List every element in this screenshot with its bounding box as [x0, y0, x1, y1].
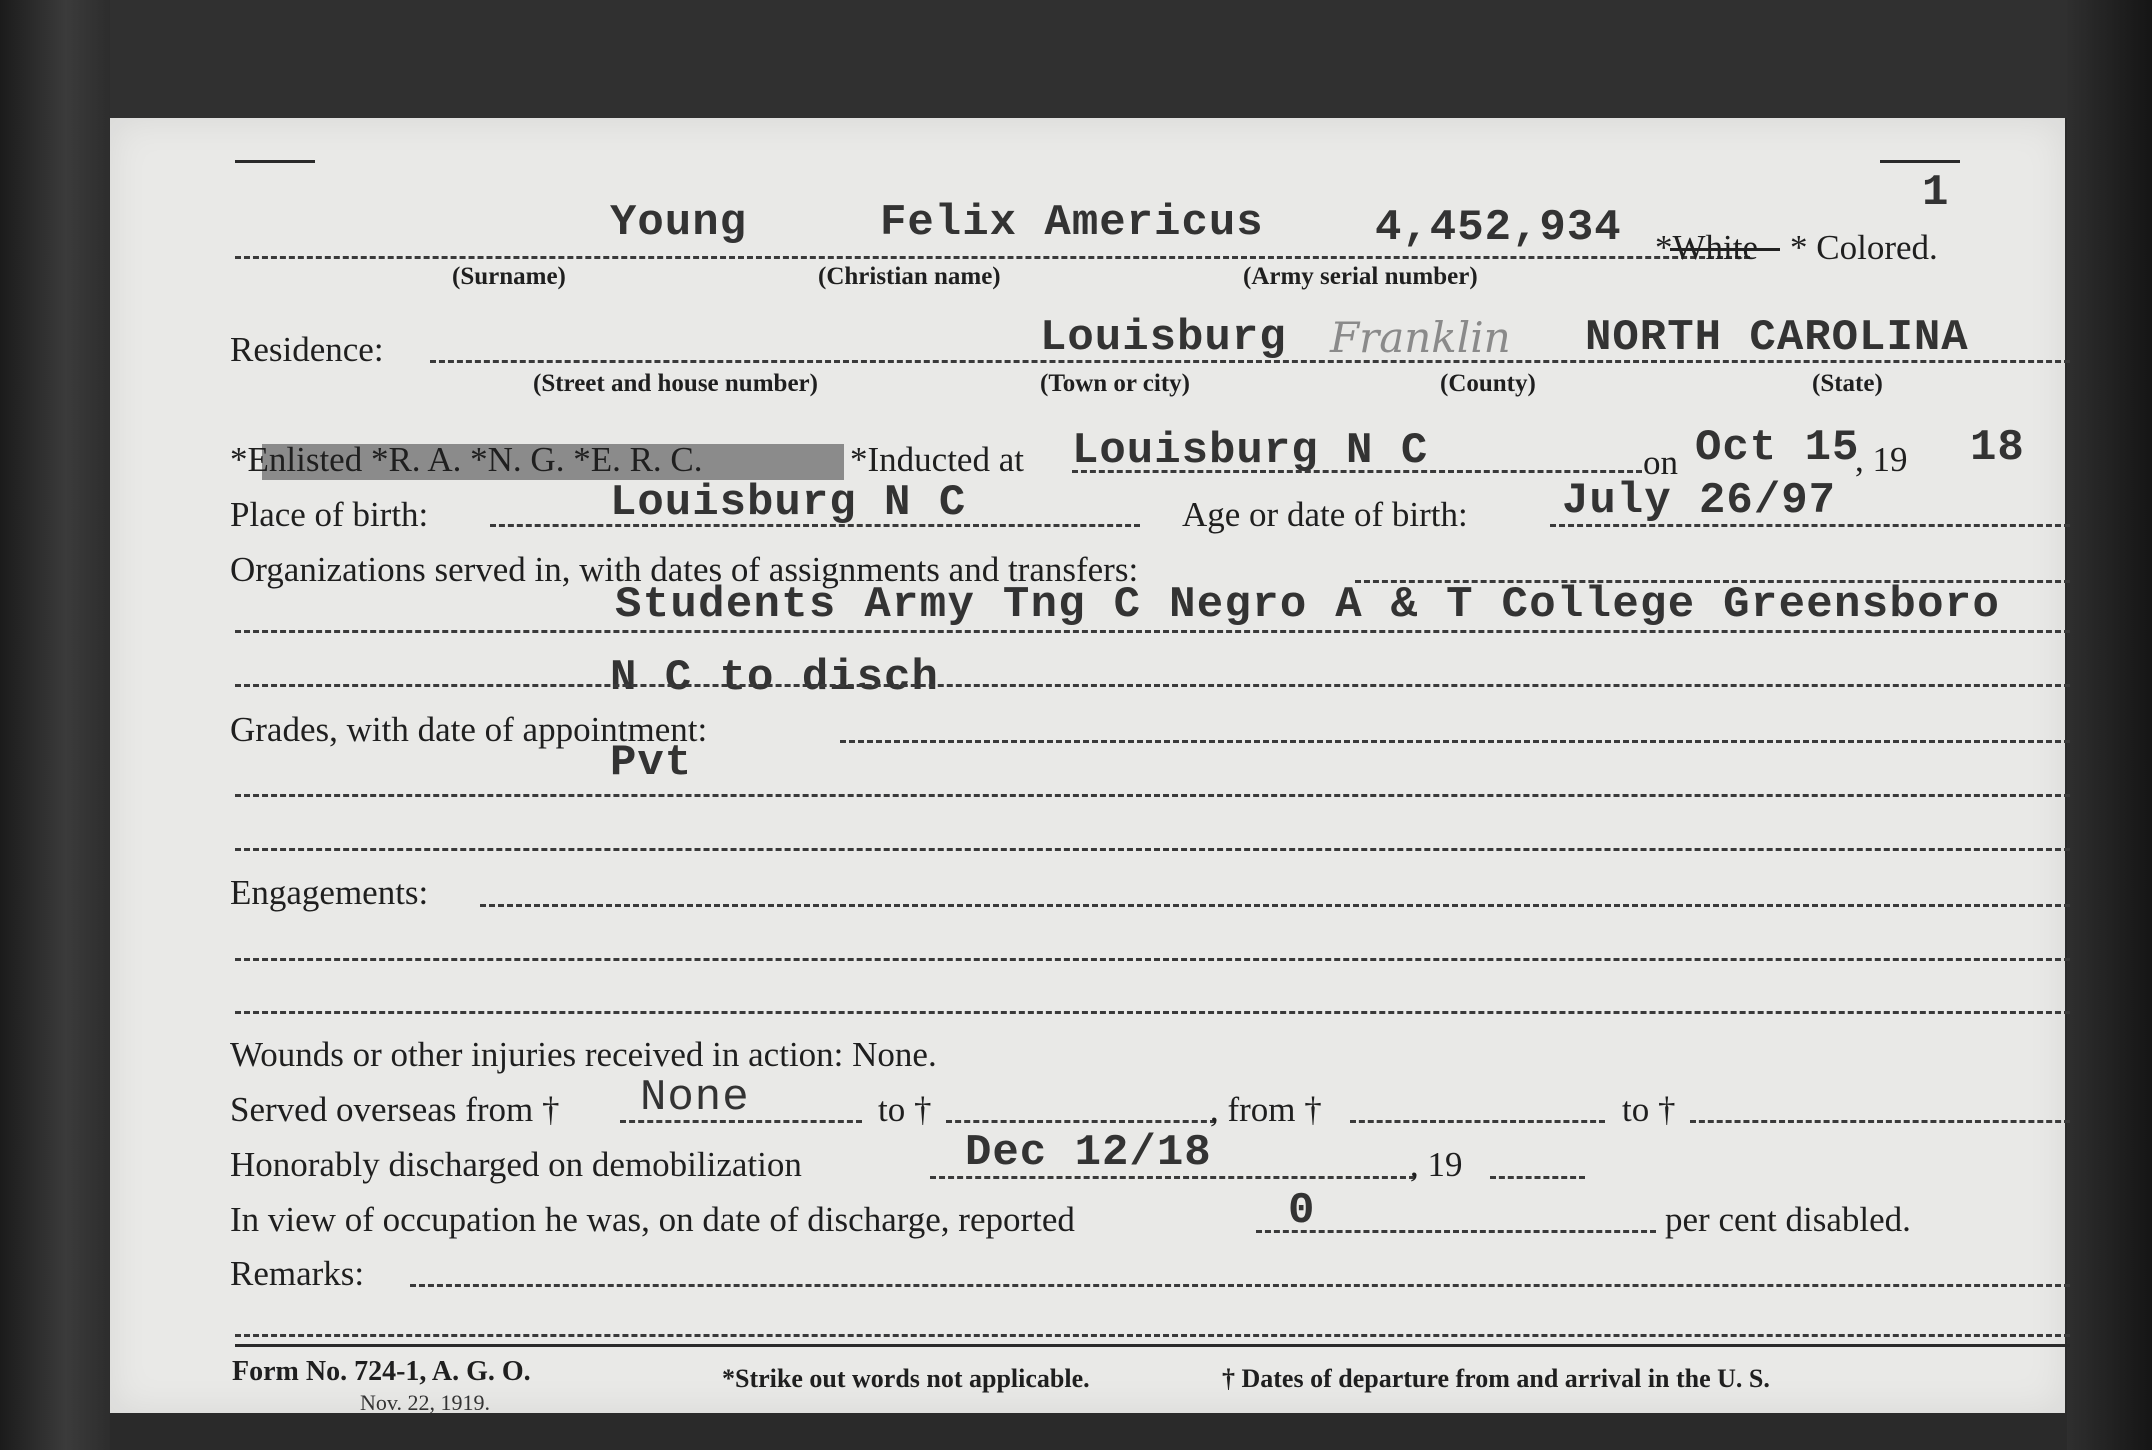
inducted-label: *Inducted at [850, 440, 1024, 479]
serial-number-label: (Army serial number) [1243, 263, 1478, 290]
engagements-label: Engagements: [230, 873, 429, 912]
scan-background-right [2067, 0, 2152, 1450]
overseas-to-line [946, 1120, 1216, 1123]
name-line [235, 256, 1750, 259]
occupation-line [1256, 1230, 1656, 1233]
inducted-line [1072, 470, 1642, 473]
organizations-line-2 [235, 684, 2070, 687]
residence-state-value: NORTH CAROLINA [1585, 313, 1969, 363]
induction-date-value: Oct 15 [1695, 423, 1860, 473]
overseas-from2-label: , from † [1210, 1090, 1322, 1129]
overseas-to-label: to † [878, 1090, 932, 1129]
scan-background-top [0, 0, 2152, 118]
grades-label: Grades, with date of appointment: [230, 710, 708, 749]
induction-year-prefix: , 19 [1855, 440, 1908, 479]
remarks-label: Remarks: [230, 1254, 365, 1293]
christian-name-value: Felix Americus [880, 198, 1264, 248]
serial-number-value: 4,452,934 [1375, 203, 1622, 253]
discharge-year-line [1490, 1176, 1585, 1179]
surname-label: (Surname) [452, 263, 566, 290]
state-label: (State) [1812, 370, 1883, 397]
race-white-option: *White [1655, 228, 1759, 267]
form-number: Form No. 724-1, A. G. O. [232, 1356, 531, 1387]
engagements-line-2 [235, 1011, 2070, 1014]
discharge-date-value: Dec 12/18 [965, 1128, 1212, 1178]
town-label: (Town or city) [1040, 370, 1190, 397]
place-of-birth-value: Louisburg N C [610, 478, 967, 528]
grades-line-2 [235, 848, 2070, 851]
christian-name-label: (Christian name) [818, 263, 1001, 290]
corner-mark-right [1880, 160, 1960, 163]
enlistment-options: *Enlisted *R. A. *N. G. *E. R. C. [230, 440, 703, 479]
served-overseas-label: Served overseas from † [230, 1090, 560, 1129]
corner-mark-left [235, 160, 315, 163]
overseas-to2-line [1690, 1120, 2070, 1123]
grade-value: Pvt [610, 738, 693, 788]
age-label: Age or date of birth: [1182, 495, 1468, 534]
strike-note: *Strike out words not applicable. [722, 1364, 1090, 1393]
scan-background-left [0, 0, 110, 1450]
overseas-to2-label: to † [1622, 1090, 1676, 1129]
residence-town-value: Louisburg [1040, 313, 1287, 363]
form-date: Nov. 22, 1919. [360, 1390, 490, 1415]
organization-line2-value: N C to disch [610, 653, 939, 703]
footer-rule [235, 1344, 2070, 1347]
percent-disabled-label: per cent disabled. [1665, 1200, 1911, 1239]
grades-line-1 [235, 794, 2070, 797]
grades-line-0 [840, 740, 2070, 743]
dates-note: † Dates of departure from and arrival in the U. S. [1222, 1364, 1770, 1393]
remarks-line-1 [235, 1334, 2070, 1337]
overseas-from-value: None [640, 1073, 750, 1123]
race-colored-option: * Colored. [1790, 228, 1938, 267]
organizations-label: Organizations served in, with dates of assignments and transfers: [230, 550, 1139, 589]
discharge-year-label: , 19 [1410, 1145, 1463, 1184]
county-label: (County) [1440, 370, 1536, 397]
service-record-card [110, 118, 2065, 1413]
overseas-from2-line [1350, 1120, 1605, 1123]
place-of-birth-label: Place of birth: [230, 495, 429, 534]
wounds-label: Wounds or other injuries received in action: None. [230, 1035, 937, 1074]
card-number: 1 [1922, 168, 1950, 218]
residence-county-value: Franklin [1330, 313, 1511, 362]
engagements-line-0 [480, 904, 2070, 907]
street-label: (Street and house number) [533, 370, 818, 397]
organization-line1-value: Students Army Tng C Negro A & T College Greensboro [615, 580, 2001, 630]
surname-value: Young [610, 198, 748, 248]
residence-label: Residence: [230, 330, 384, 369]
inducted-at-value: Louisburg N C [1072, 426, 1429, 476]
engagements-line-1 [235, 958, 2070, 961]
remarks-line-0 [410, 1284, 2070, 1287]
occupation-label: In view of occupation he was, on date of discharge, reported [230, 1200, 1075, 1239]
race-white-strike [1670, 248, 1780, 251]
discharged-label: Honorably discharged on demobilization [230, 1145, 802, 1184]
birth-date-value: July 26/97 [1562, 476, 1837, 526]
organizations-line-1 [235, 630, 2070, 633]
induction-year-value: 18 [1970, 423, 2025, 473]
percent-disabled-value: 0 [1288, 1186, 1316, 1236]
on-label: on [1643, 443, 1678, 482]
